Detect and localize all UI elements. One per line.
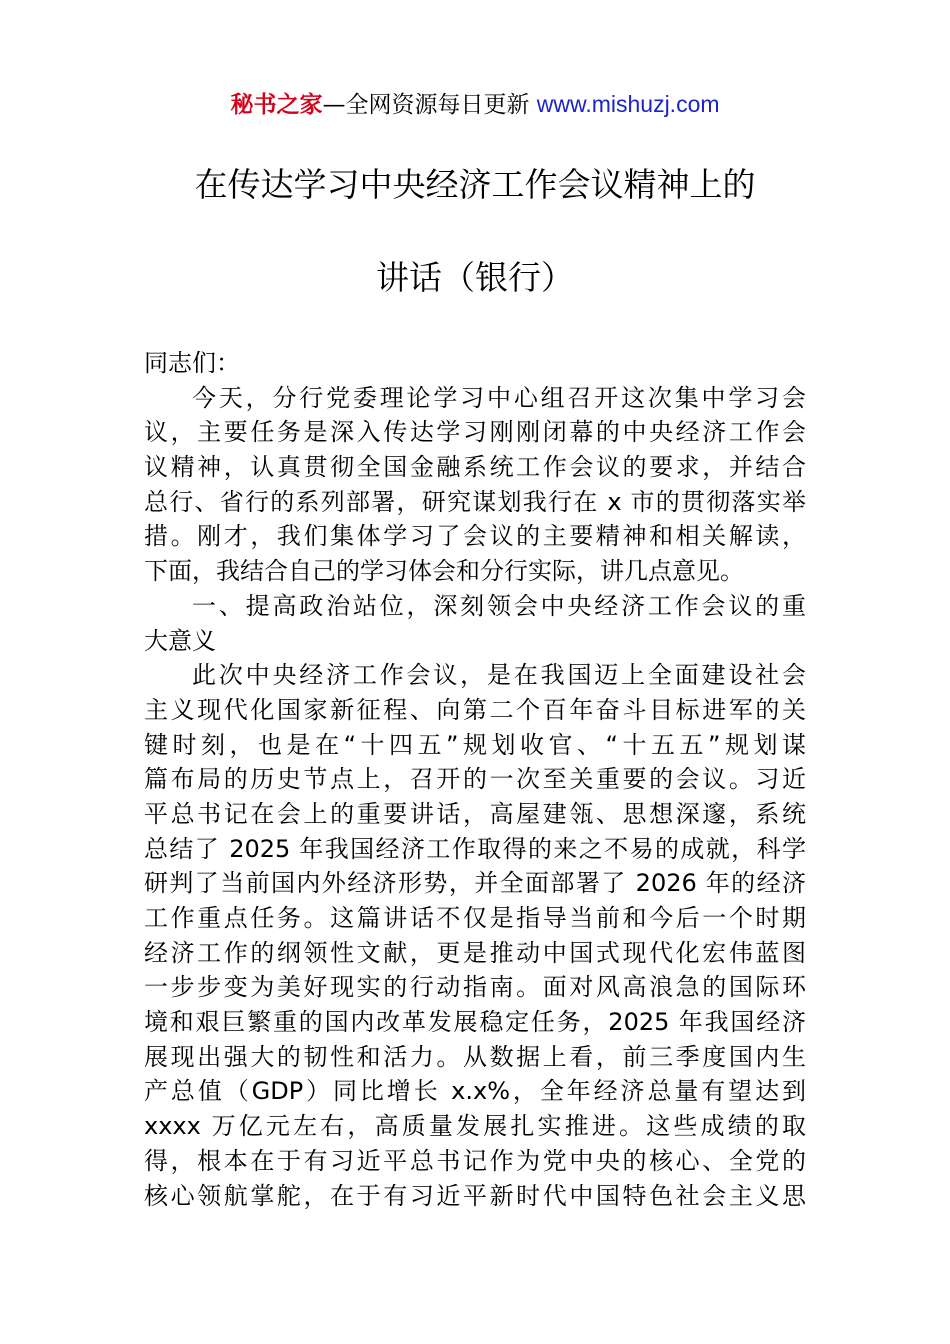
paragraph-line: 议精神，认真贯彻全国金融系统工作会议的要求，并结合 [144,453,806,482]
paragraph-line: 此次中央经济工作会议，是在我国迈上全面建设社会 [192,661,806,690]
paragraph-line: 工作重点任务。这篇讲话不仅是指导当前和今后一个时期 [144,904,806,932]
brand-name: 秘书之家 [230,92,323,118]
paragraph-line: 平总书记在会上的重要讲话，高屋建瓴、思想深邃，系统 [144,799,806,828]
paragraph-line: 下面，我结合自己的学习体会和分行实际，讲几点意见。 [144,557,744,586]
section-heading-line: 大意义 [144,626,216,655]
paragraph-line: 展现出强大的韧性和活力。从数据上看，前三季度国内生 [144,1042,806,1071]
paragraph-line: 今天，分行党委理论学习中心组召开这次集中学习会 [192,383,806,412]
section-heading-line: 一、提高政治站位，深刻领会中央经济工作会议的重 [192,591,806,620]
paragraph-line: 主义现代化国家新征程、向第二个百年奋斗目标进军的关 [144,695,806,724]
paragraph-line: 得，根本在于有习近平总书记作为党中央的核心、全党的 [144,1146,806,1175]
paragraph-line: 境和艰巨繁重的国内改革发展稳定任务，2025 年我国经济 [144,1008,806,1037]
site-banner [0,86,950,123]
paragraph-line: xxxx 万亿元左右，高质量发展扎实推进。这些成绩的取 [144,1112,806,1141]
paragraph-line: 总行、省行的系列部署，研究谋划我行在 x 市的贯彻落实举 [144,487,806,516]
paragraph-line: 篇布局的历史节点上，召开的一次至关重要的会议。习近 [144,765,806,794]
paragraph-line: 一步步变为美好现实的行动指南。面对风高浪急的国际环 [144,973,806,1002]
paragraph-line: 总结了 2025 年我国经济工作取得的来之不易的成就，科学 [144,834,806,863]
paragraph-line: 键时刻，也是在“十四五”规划收官、“十五五”规划谋 [144,730,806,759]
paragraph-line: 产总值（GDP）同比增长 x.x%，全年经济总量有望达到 [144,1077,806,1106]
banner-tagline: —全网资源每日更新 [322,92,537,118]
document-title-line-2: 讲话（银行） [376,258,574,297]
paragraph-line: 核心领航掌舵，在于有习近平新时代中国特色社会主义思 [144,1181,806,1210]
paragraph-line: 经济工作的纲领性文献，更是推动中国式现代化宏伟蓝图 [144,938,806,967]
paragraph-line: 研判了当前国内外经济形势，并全面部署了 2026 年的经济 [144,869,806,898]
paragraph-line: 议，主要任务是深入传达学习刚刚闭幕的中央经济工作会 [144,418,806,447]
document-body [144,346,806,1213]
greeting: 同志们： [144,349,240,377]
site-link[interactable]: www.mishuzj.com [536,91,720,117]
paragraph-line: 措。刚才，我们集体学习了会议的主要精神和相关解读， [144,522,806,551]
document-title-line-1: 在传达学习中央经济工作会议精神上的 [194,165,756,204]
